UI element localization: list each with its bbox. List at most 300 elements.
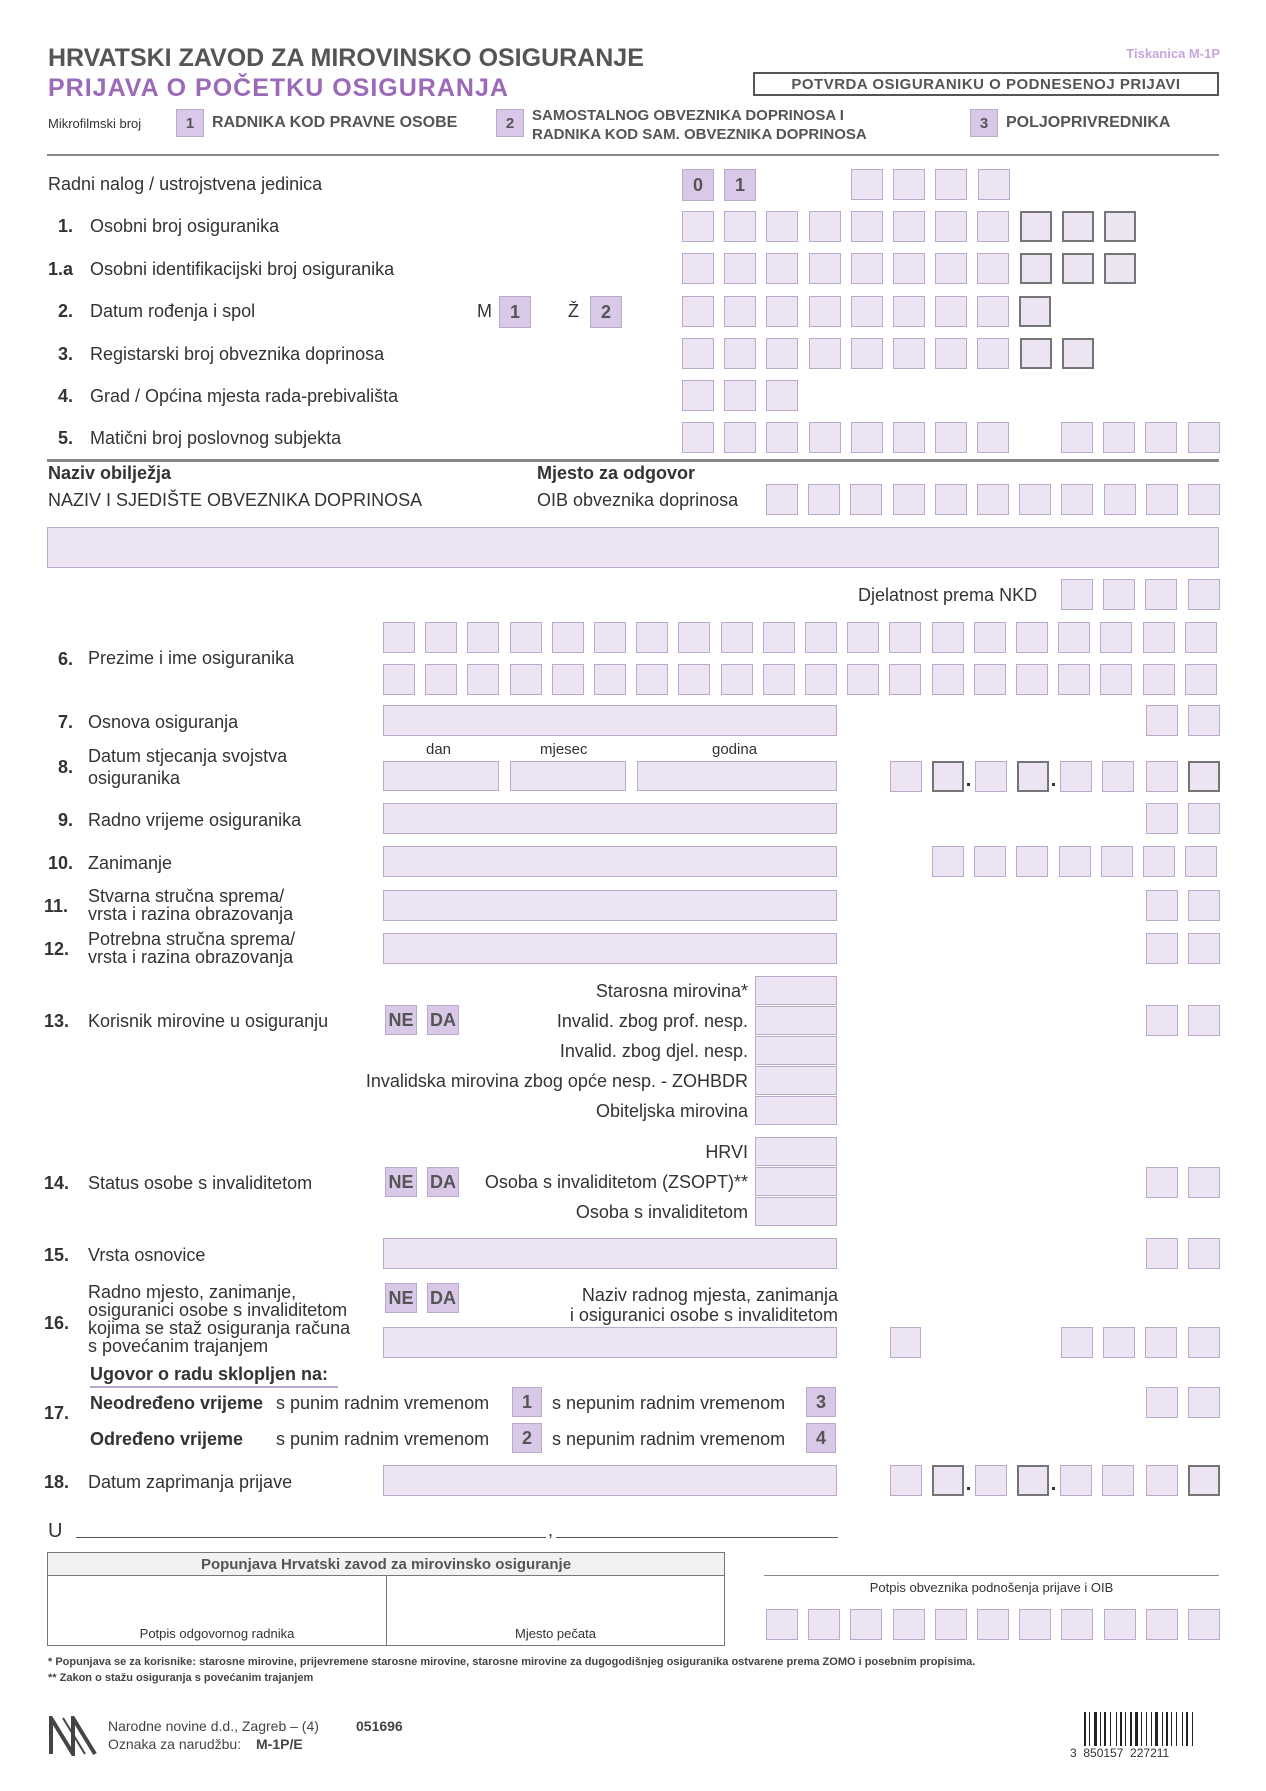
- oib-obveznika-box[interactable]: [1019, 484, 1051, 515]
- stvarna-sprema-field[interactable]: [383, 890, 837, 921]
- oib-osiguranika-box[interactable]: [977, 253, 1009, 284]
- datum-rodenja-box[interactable]: [893, 296, 925, 327]
- odredeno-label: Određeno vrijeme: [90, 1429, 244, 1449]
- prezime-ime-box[interactable]: [678, 622, 710, 653]
- obveznik-oib-box[interactable]: [893, 1609, 925, 1640]
- gender-m-code[interactable]: 1: [499, 296, 531, 328]
- maticni-broj-box[interactable]: [851, 422, 883, 453]
- mjesec-label: mjesec: [540, 741, 588, 758]
- zanimanje-code-box[interactable]: [1016, 846, 1048, 877]
- oib-obveznika-box[interactable]: [893, 484, 925, 515]
- spol-box[interactable]: [1019, 296, 1051, 327]
- oib-obveznika-box[interactable]: [850, 484, 882, 515]
- row-14-ne[interactable]: NE: [385, 1167, 417, 1197]
- row-13-number: 13.: [44, 1011, 70, 1031]
- row-5-label: Matični broj poslovnog subjekta: [90, 428, 342, 448]
- mirovina-option-box[interactable]: [755, 1096, 837, 1125]
- obveznik-oib-box[interactable]: [935, 1609, 967, 1640]
- osobni-broj-box[interactable]: [893, 211, 925, 242]
- maticni-broj-box[interactable]: [724, 422, 756, 453]
- oib-obveznika-box[interactable]: [1188, 484, 1220, 515]
- godina-field[interactable]: [637, 761, 837, 791]
- grad-opcina-box[interactable]: [724, 380, 756, 411]
- zanimanje-code-box[interactable]: [932, 846, 964, 877]
- maticni-broj-box[interactable]: [935, 422, 967, 453]
- zanimanje-code-box[interactable]: [1059, 846, 1091, 877]
- barcode-bar: [1100, 1712, 1101, 1746]
- registarski-broj-box[interactable]: [1020, 338, 1052, 369]
- prezime-ime-box[interactable]: [552, 664, 584, 695]
- place-u-label: U: [48, 1520, 63, 1542]
- osnova-osiguranja-field[interactable]: [383, 705, 837, 736]
- type-3-label: POLJOPRIVREDNIKA: [1006, 114, 1171, 131]
- stvarna-sprema-code-box[interactable]: [1188, 890, 1220, 921]
- prezime-ime-box[interactable]: [763, 622, 795, 653]
- row-11-label-line2: vrsta i razina obrazovanja: [88, 904, 294, 924]
- oib-osiguranika-box[interactable]: [766, 253, 798, 284]
- datum-rodenja-box[interactable]: [935, 296, 967, 327]
- potrebna-sprema-code-box[interactable]: [1188, 933, 1220, 964]
- row-3-label: Registarski broj obveznika doprinosa: [90, 344, 385, 364]
- osobni-broj-box[interactable]: [1062, 211, 1094, 242]
- prezime-ime-box[interactable]: [425, 622, 457, 653]
- row-11-label-line1: Stvarna stručna sprema/: [88, 886, 285, 906]
- row-6-label: Prezime i ime osiguranika: [88, 648, 295, 668]
- datum-zaprimanja-box[interactable]: [1102, 1465, 1134, 1496]
- office-table-header: [48, 1553, 724, 1576]
- prezime-ime-box[interactable]: [1143, 664, 1175, 695]
- prezime-ime-box[interactable]: [1016, 664, 1048, 695]
- ugovor-code-box[interactable]: [1146, 1387, 1178, 1418]
- row-16-label-line1: Radno mjesto, zanimanje,: [88, 1282, 297, 1302]
- datum-rodenja-box[interactable]: [766, 296, 798, 327]
- row-13-label: Korisnik mirovine u osiguranju: [88, 1011, 329, 1031]
- prezime-ime-box[interactable]: [1143, 622, 1175, 653]
- publisher-code: 051696: [356, 1718, 403, 1734]
- osnova-code-box[interactable]: [1188, 705, 1220, 736]
- datum-stjecanja-box[interactable]: [1017, 761, 1049, 792]
- type-2-code[interactable]: 2: [496, 109, 524, 137]
- type-1-code[interactable]: 1: [176, 109, 204, 137]
- djelatnost-label: Djelatnost prema NKD: [858, 585, 1038, 605]
- godina-label: godina: [712, 741, 758, 758]
- row-1a-label: Osobni identifikacijski broj osiguranika: [90, 259, 395, 279]
- radno-mjesto-code-box[interactable]: [1188, 1327, 1220, 1358]
- datum-zaprimanja-box[interactable]: [1188, 1465, 1220, 1496]
- registarski-broj-box[interactable]: [935, 338, 967, 369]
- barcode-bar: [1141, 1712, 1142, 1746]
- prezime-ime-box[interactable]: [510, 622, 542, 653]
- maticni-broj-box[interactable]: [682, 422, 714, 453]
- datum-zaprimanja-box[interactable]: [1060, 1465, 1092, 1496]
- prezime-ime-box[interactable]: [974, 664, 1006, 695]
- row-15-label: Vrsta osnovice: [88, 1245, 206, 1265]
- row-14-da[interactable]: DA: [427, 1167, 459, 1197]
- zanimanje-code-box[interactable]: [974, 846, 1006, 877]
- row-2-number: 2.: [58, 301, 74, 321]
- row-16-label-line3: kojima se staž osiguranja računa: [88, 1318, 351, 1338]
- oib-osiguranika-box[interactable]: [1020, 253, 1052, 284]
- obveznik-oib-box[interactable]: [1146, 1609, 1178, 1640]
- footnote-2: ** Zakon o stažu osiguranja s povećanim trajanjem: [48, 1672, 314, 1684]
- mjesto-pecata-label: Mjesto pečata: [515, 1626, 596, 1641]
- maticni-broj-box[interactable]: [809, 422, 841, 453]
- type-2-line2: RADNIKA KOD SAM. OBVEZNIKA DOPRINOSA: [532, 126, 867, 143]
- osobni-broj-box[interactable]: [1020, 211, 1052, 242]
- registarski-broj-box[interactable]: [766, 338, 798, 369]
- prezime-ime-box[interactable]: [510, 664, 542, 695]
- osobni-broj-box[interactable]: [1104, 211, 1136, 242]
- maticni-broj-box[interactable]: [893, 422, 925, 453]
- datum-stjecanja-box[interactable]: [1146, 761, 1178, 792]
- row-16-right-line1: Naziv radnog mjesta, zanimanja: [581, 1285, 838, 1305]
- row-15-number: 15.: [44, 1245, 70, 1265]
- row-16-da[interactable]: DA: [427, 1283, 459, 1313]
- row-7-number: 7.: [58, 712, 74, 732]
- oib-osiguranika-box[interactable]: [1062, 253, 1094, 284]
- djelatnost-nkd-box[interactable]: [1103, 579, 1135, 610]
- form-title: PRIJAVA O POČETKU OSIGURANJA: [48, 74, 509, 102]
- row-13-da[interactable]: DA: [427, 1005, 459, 1035]
- barcode-bar: [1182, 1712, 1183, 1746]
- osnova-code-box[interactable]: [1146, 705, 1178, 736]
- potpis-radnika-cell[interactable]: [48, 1575, 386, 1645]
- datum-stjecanja-box[interactable]: [932, 761, 964, 792]
- prezime-ime-box[interactable]: [467, 664, 499, 695]
- vrsta-osnovice-code-box[interactable]: [1146, 1238, 1178, 1269]
- radno-vrijeme-field[interactable]: [383, 803, 837, 834]
- header-divider: [47, 154, 1219, 156]
- barcode-bar: [1151, 1712, 1152, 1746]
- row-1-label: Osobni broj osiguranika: [90, 216, 280, 236]
- prezime-ime-box[interactable]: [805, 664, 837, 695]
- barcode-bar: [1084, 1712, 1086, 1746]
- grad-opcina-box[interactable]: [682, 380, 714, 411]
- datum-zaprimanja-box[interactable]: [890, 1465, 922, 1496]
- prezime-ime-box[interactable]: [636, 664, 668, 695]
- datum-stjecanja-box[interactable]: [975, 761, 1007, 792]
- naziv-obiljezja-heading: Naziv obilježja: [48, 463, 172, 483]
- obveznik-signature-line[interactable]: [764, 1575, 1219, 1576]
- stvarna-sprema-code-box[interactable]: [1146, 890, 1178, 921]
- mirovina-option-box[interactable]: [755, 1036, 837, 1065]
- row-2-label: Datum rođenja i spol: [90, 301, 256, 321]
- datum-zaprimanja-box[interactable]: [1017, 1465, 1049, 1496]
- osobni-broj-box[interactable]: [766, 211, 798, 242]
- invaliditet-option-box[interactable]: [755, 1167, 837, 1196]
- datum-zaprimanja-box[interactable]: [1146, 1465, 1178, 1496]
- obveznik-oib-box[interactable]: [977, 1609, 1009, 1640]
- dan-field[interactable]: [383, 761, 499, 791]
- row-17-number: 17.: [44, 1403, 70, 1423]
- prezime-ime-box[interactable]: [1185, 622, 1217, 653]
- obveznik-oib-box[interactable]: [850, 1609, 882, 1640]
- ugovor-code-box[interactable]: [1188, 1387, 1220, 1418]
- mjesto-pecata-cell[interactable]: [387, 1575, 724, 1645]
- row-10-number: 10.: [48, 853, 74, 873]
- contract-code-1[interactable]: 1: [512, 1387, 542, 1417]
- osobni-broj-box[interactable]: [724, 211, 756, 242]
- contract-code-2[interactable]: 2: [512, 1423, 542, 1453]
- office-table-title: Popunjava Hrvatski zavod za mirovinsko osiguranje: [200, 1555, 572, 1573]
- row-12-number: 12.: [44, 939, 70, 959]
- oib-osiguranika-box[interactable]: [893, 253, 925, 284]
- maticni-broj-ext-box[interactable]: [1145, 422, 1177, 453]
- invaliditet-option-box[interactable]: [755, 1137, 837, 1166]
- registarski-broj-box[interactable]: [682, 338, 714, 369]
- date-line[interactable]: [556, 1537, 838, 1538]
- zanimanje-code-box[interactable]: [1185, 846, 1217, 877]
- prezime-ime-box[interactable]: [721, 664, 753, 695]
- radno-mjesto-code-box[interactable]: [1145, 1327, 1177, 1358]
- djelatnost-nkd-box[interactable]: [1188, 579, 1220, 610]
- radni-nalog-box[interactable]: [893, 169, 925, 200]
- row-11-number: 11.: [44, 896, 69, 916]
- gender-z-label: Ž: [568, 301, 579, 321]
- potpis-obveznika-label: Potpis obveznika podnošenja prijave i OIB: [869, 1580, 1114, 1595]
- oib-obveznika-box[interactable]: [1061, 484, 1093, 515]
- contract-code-3[interactable]: 3: [806, 1387, 836, 1417]
- invaliditet-option-box[interactable]: [755, 1197, 837, 1226]
- vrsta-osnovice-field[interactable]: [383, 1238, 837, 1269]
- mirovina-option-label: Invalidska mirovina zbog opće nesp. - ZOHBDR: [365, 1071, 748, 1091]
- mirovina-option-box[interactable]: [755, 976, 837, 1005]
- zanimanje-field[interactable]: [383, 846, 837, 877]
- row-14-label: Status osobe s invaliditetom: [88, 1173, 313, 1193]
- oib-osiguranika-box[interactable]: [1104, 253, 1136, 284]
- datum-rodenja-box[interactable]: [851, 296, 883, 327]
- datum-zaprimanja-box[interactable]: [975, 1465, 1007, 1496]
- invaliditet-code-box[interactable]: [1146, 1167, 1178, 1198]
- datum-rodenja-box[interactable]: [682, 296, 714, 327]
- djelatnost-nkd-box[interactable]: [1145, 579, 1177, 610]
- osobni-broj-box[interactable]: [977, 211, 1009, 242]
- prezime-ime-box[interactable]: [889, 664, 921, 695]
- prezime-ime-box[interactable]: [1100, 664, 1132, 695]
- invaliditet-option-label: Osoba s invaliditetom (ZSOPT)**: [484, 1172, 748, 1192]
- radni-nalog-digit-1: 1: [724, 169, 756, 201]
- prezime-ime-box[interactable]: [1058, 622, 1090, 653]
- maticni-broj-ext-box[interactable]: [1061, 422, 1093, 453]
- footnote-1: * Popunjava se za korisnike: starosne mirovine, prijevremene starosne mirovine, starosne mirovine za dugogodišnjeg osiguranika ostvarene prema ZOMO i posebnim propisima.: [48, 1656, 976, 1668]
- maticni-broj-ext-box[interactable]: [1188, 422, 1220, 453]
- prezime-ime-box[interactable]: [1058, 664, 1090, 695]
- row-1-number: 1.: [58, 216, 74, 236]
- row-9-number: 9.: [58, 810, 74, 830]
- prezime-ime-box[interactable]: [425, 664, 457, 695]
- row-16-label-line2: osiguranici osobe s invaliditetom: [88, 1300, 348, 1320]
- datum-stjecanja-box[interactable]: [890, 761, 922, 792]
- registarski-broj-box[interactable]: [1062, 338, 1094, 369]
- naziv-sjediste-field[interactable]: [47, 527, 1219, 568]
- order-code: M-1P/E: [256, 1736, 303, 1752]
- oib-obveznika-box[interactable]: [808, 484, 840, 515]
- microfilm-label: Mikrofilmski broj: [48, 116, 142, 131]
- prezime-ime-box[interactable]: [847, 622, 879, 653]
- datum-stjecanja-box[interactable]: [1060, 761, 1092, 792]
- osobni-broj-box[interactable]: [851, 211, 883, 242]
- registarski-broj-box[interactable]: [977, 338, 1009, 369]
- row-8-label-line1: Datum stjecanja svojstva: [88, 746, 288, 766]
- date-dot: [1052, 783, 1055, 786]
- obveznik-oib-box[interactable]: [1188, 1609, 1220, 1640]
- datum-zaprimanja-field[interactable]: [383, 1465, 837, 1496]
- radno-mjesto-code-box[interactable]: [1103, 1327, 1135, 1358]
- prezime-ime-box[interactable]: [594, 664, 626, 695]
- row-16-right-line2: i osiguranici osobe s invaliditetom: [569, 1305, 838, 1325]
- obveznik-oib-box[interactable]: [1019, 1609, 1051, 1640]
- contract-code-4[interactable]: 4: [806, 1423, 836, 1453]
- obveznik-oib-box[interactable]: [1061, 1609, 1093, 1640]
- djelatnost-nkd-box[interactable]: [1061, 579, 1093, 610]
- radno-vrijeme-code-box[interactable]: [1188, 803, 1220, 834]
- zanimanje-code-box[interactable]: [1101, 846, 1133, 877]
- oib-osiguranika-box[interactable]: [809, 253, 841, 284]
- gender-z-code[interactable]: 2: [590, 296, 622, 328]
- row-16-box-single[interactable]: [890, 1327, 921, 1358]
- odredeno-puno-label: s punim radnim vremenom: [276, 1429, 490, 1449]
- prezime-ime-box[interactable]: [889, 622, 921, 653]
- grad-opcina-box[interactable]: [766, 380, 798, 411]
- vrsta-osnovice-code-box[interactable]: [1188, 1238, 1220, 1269]
- maticni-broj-box[interactable]: [977, 422, 1009, 453]
- type-3-code[interactable]: 3: [970, 109, 998, 137]
- institute-title: HRVATSKI ZAVOD ZA MIROVINSKO OSIGURANJE: [48, 44, 644, 72]
- datum-stjecanja-box[interactable]: [1188, 761, 1220, 792]
- prezime-ime-box[interactable]: [467, 622, 499, 653]
- prezime-ime-box[interactable]: [805, 622, 837, 653]
- radno-vrijeme-code-box[interactable]: [1146, 803, 1178, 834]
- datum-rodenja-box[interactable]: [977, 296, 1009, 327]
- mirovina-code-box[interactable]: [1188, 1005, 1220, 1036]
- mirovina-code-box[interactable]: [1146, 1005, 1178, 1036]
- barcode-bar: [1171, 1712, 1172, 1746]
- nn-logo-icon: [49, 1716, 99, 1756]
- form-code: Tiskanica M-1P: [1126, 46, 1220, 61]
- barcode-bar: [1130, 1712, 1132, 1746]
- prezime-ime-box[interactable]: [974, 622, 1006, 653]
- row-3-number: 3.: [58, 344, 74, 364]
- radno-mjesto-field[interactable]: [383, 1327, 837, 1358]
- date-dot: [967, 1487, 970, 1490]
- oib-osiguranika-box[interactable]: [851, 253, 883, 284]
- mirovina-option-box[interactable]: [755, 1006, 837, 1035]
- registarski-broj-box[interactable]: [809, 338, 841, 369]
- datum-rodenja-box[interactable]: [809, 296, 841, 327]
- potpis-radnika-label: Potpis odgovornog radnika: [139, 1626, 295, 1641]
- oib-obveznika-box[interactable]: [935, 484, 967, 515]
- prezime-ime-box[interactable]: [932, 622, 964, 653]
- radni-nalog-box[interactable]: [935, 169, 967, 200]
- registarski-broj-box[interactable]: [724, 338, 756, 369]
- section-divider: [47, 459, 1219, 462]
- prezime-ime-box[interactable]: [594, 622, 626, 653]
- potrebna-sprema-code-box[interactable]: [1146, 933, 1178, 964]
- prezime-ime-box[interactable]: [721, 622, 753, 653]
- barcode-bar: [1155, 1712, 1158, 1746]
- row-13-ne[interactable]: NE: [385, 1005, 417, 1035]
- datum-zaprimanja-box[interactable]: [932, 1465, 964, 1496]
- oib-osiguranika-box[interactable]: [724, 253, 756, 284]
- oib-obveznika-box[interactable]: [977, 484, 1009, 515]
- prezime-ime-box[interactable]: [383, 664, 415, 695]
- dan-label: dan: [426, 741, 452, 758]
- mirovina-option-label: Invalid. zbog prof. nesp.: [556, 1011, 748, 1031]
- obveznik-oib-box[interactable]: [1104, 1609, 1136, 1640]
- row-6-number: 6.: [58, 649, 74, 669]
- prezime-ime-box[interactable]: [1016, 622, 1048, 653]
- row-1a-number: 1.a: [48, 259, 74, 279]
- barcode-bar: [1166, 1712, 1168, 1746]
- radni-nalog-box[interactable]: [978, 169, 1010, 200]
- date-dot: [967, 783, 970, 786]
- oib-obveznika-box[interactable]: [1146, 484, 1178, 515]
- maticni-broj-box[interactable]: [766, 422, 798, 453]
- barcode-bar: [1089, 1712, 1090, 1746]
- prezime-ime-box[interactable]: [763, 664, 795, 695]
- invaliditet-code-box[interactable]: [1188, 1167, 1220, 1198]
- datum-stjecanja-box[interactable]: [1102, 761, 1134, 792]
- order-label: Oznaka za narudžbu:: [108, 1736, 242, 1752]
- radno-mjesto-code-box[interactable]: [1061, 1327, 1093, 1358]
- radni-nalog-digit-0: 0: [682, 169, 714, 201]
- prezime-ime-box[interactable]: [1185, 664, 1217, 695]
- publisher-label: Narodne novine d.d., Zagreb – (4): [108, 1718, 319, 1734]
- prezime-ime-box[interactable]: [932, 664, 964, 695]
- confirmation-label: POTVRDA OSIGURANIKU O PODNESENOJ PRIJAVI: [791, 75, 1181, 93]
- prezime-ime-box[interactable]: [636, 622, 668, 653]
- zanimanje-code-box[interactable]: [1143, 846, 1175, 877]
- type-2-line1: SAMOSTALNOG OBVEZNIKA DOPRINOSA I: [532, 107, 844, 124]
- potrebna-sprema-field[interactable]: [383, 933, 837, 964]
- prezime-ime-box[interactable]: [383, 622, 415, 653]
- osobni-broj-box[interactable]: [935, 211, 967, 242]
- naziv-sjediste-label: NAZIV I SJEDIŠTE OBVEZNIKA DOPRINOSA: [48, 490, 423, 510]
- neodredeno-puno-label: s punim radnim vremenom: [276, 1393, 490, 1413]
- maticni-broj-ext-box[interactable]: [1103, 422, 1135, 453]
- barcode-bar: [1176, 1712, 1177, 1746]
- invaliditet-option-label: HRVI: [705, 1142, 748, 1162]
- prezime-ime-box[interactable]: [678, 664, 710, 695]
- obveznik-oib-box[interactable]: [766, 1609, 798, 1640]
- obveznik-oib-box[interactable]: [808, 1609, 840, 1640]
- radni-nalog-box[interactable]: [851, 169, 883, 200]
- row-5-number: 5.: [58, 428, 74, 448]
- oib-obveznika-box[interactable]: [766, 484, 798, 515]
- barcode-bar: [1146, 1712, 1147, 1746]
- barcode: [1084, 1712, 1220, 1746]
- osobni-broj-box[interactable]: [809, 211, 841, 242]
- prezime-ime-box[interactable]: [1100, 622, 1132, 653]
- prezime-ime-box[interactable]: [552, 622, 584, 653]
- prezime-ime-box[interactable]: [847, 664, 879, 695]
- barcode-bar: [1104, 1712, 1106, 1746]
- mjesec-field[interactable]: [510, 761, 626, 791]
- datum-rodenja-box[interactable]: [724, 296, 756, 327]
- registarski-broj-box[interactable]: [851, 338, 883, 369]
- row-18-number: 18.: [44, 1472, 70, 1492]
- row-4-label: Grad / Općina mjesta rada-prebivališta: [90, 386, 399, 406]
- registarski-broj-box[interactable]: [893, 338, 925, 369]
- oib-osiguranika-box[interactable]: [935, 253, 967, 284]
- barcode-bar: [1116, 1712, 1117, 1746]
- mirovina-option-box[interactable]: [755, 1066, 837, 1095]
- oib-osiguranika-box[interactable]: [682, 253, 714, 284]
- row-16-ne[interactable]: NE: [385, 1283, 417, 1313]
- osobni-broj-box[interactable]: [682, 211, 714, 242]
- place-line[interactable]: [76, 1537, 546, 1538]
- oib-obveznika-box[interactable]: [1104, 484, 1136, 515]
